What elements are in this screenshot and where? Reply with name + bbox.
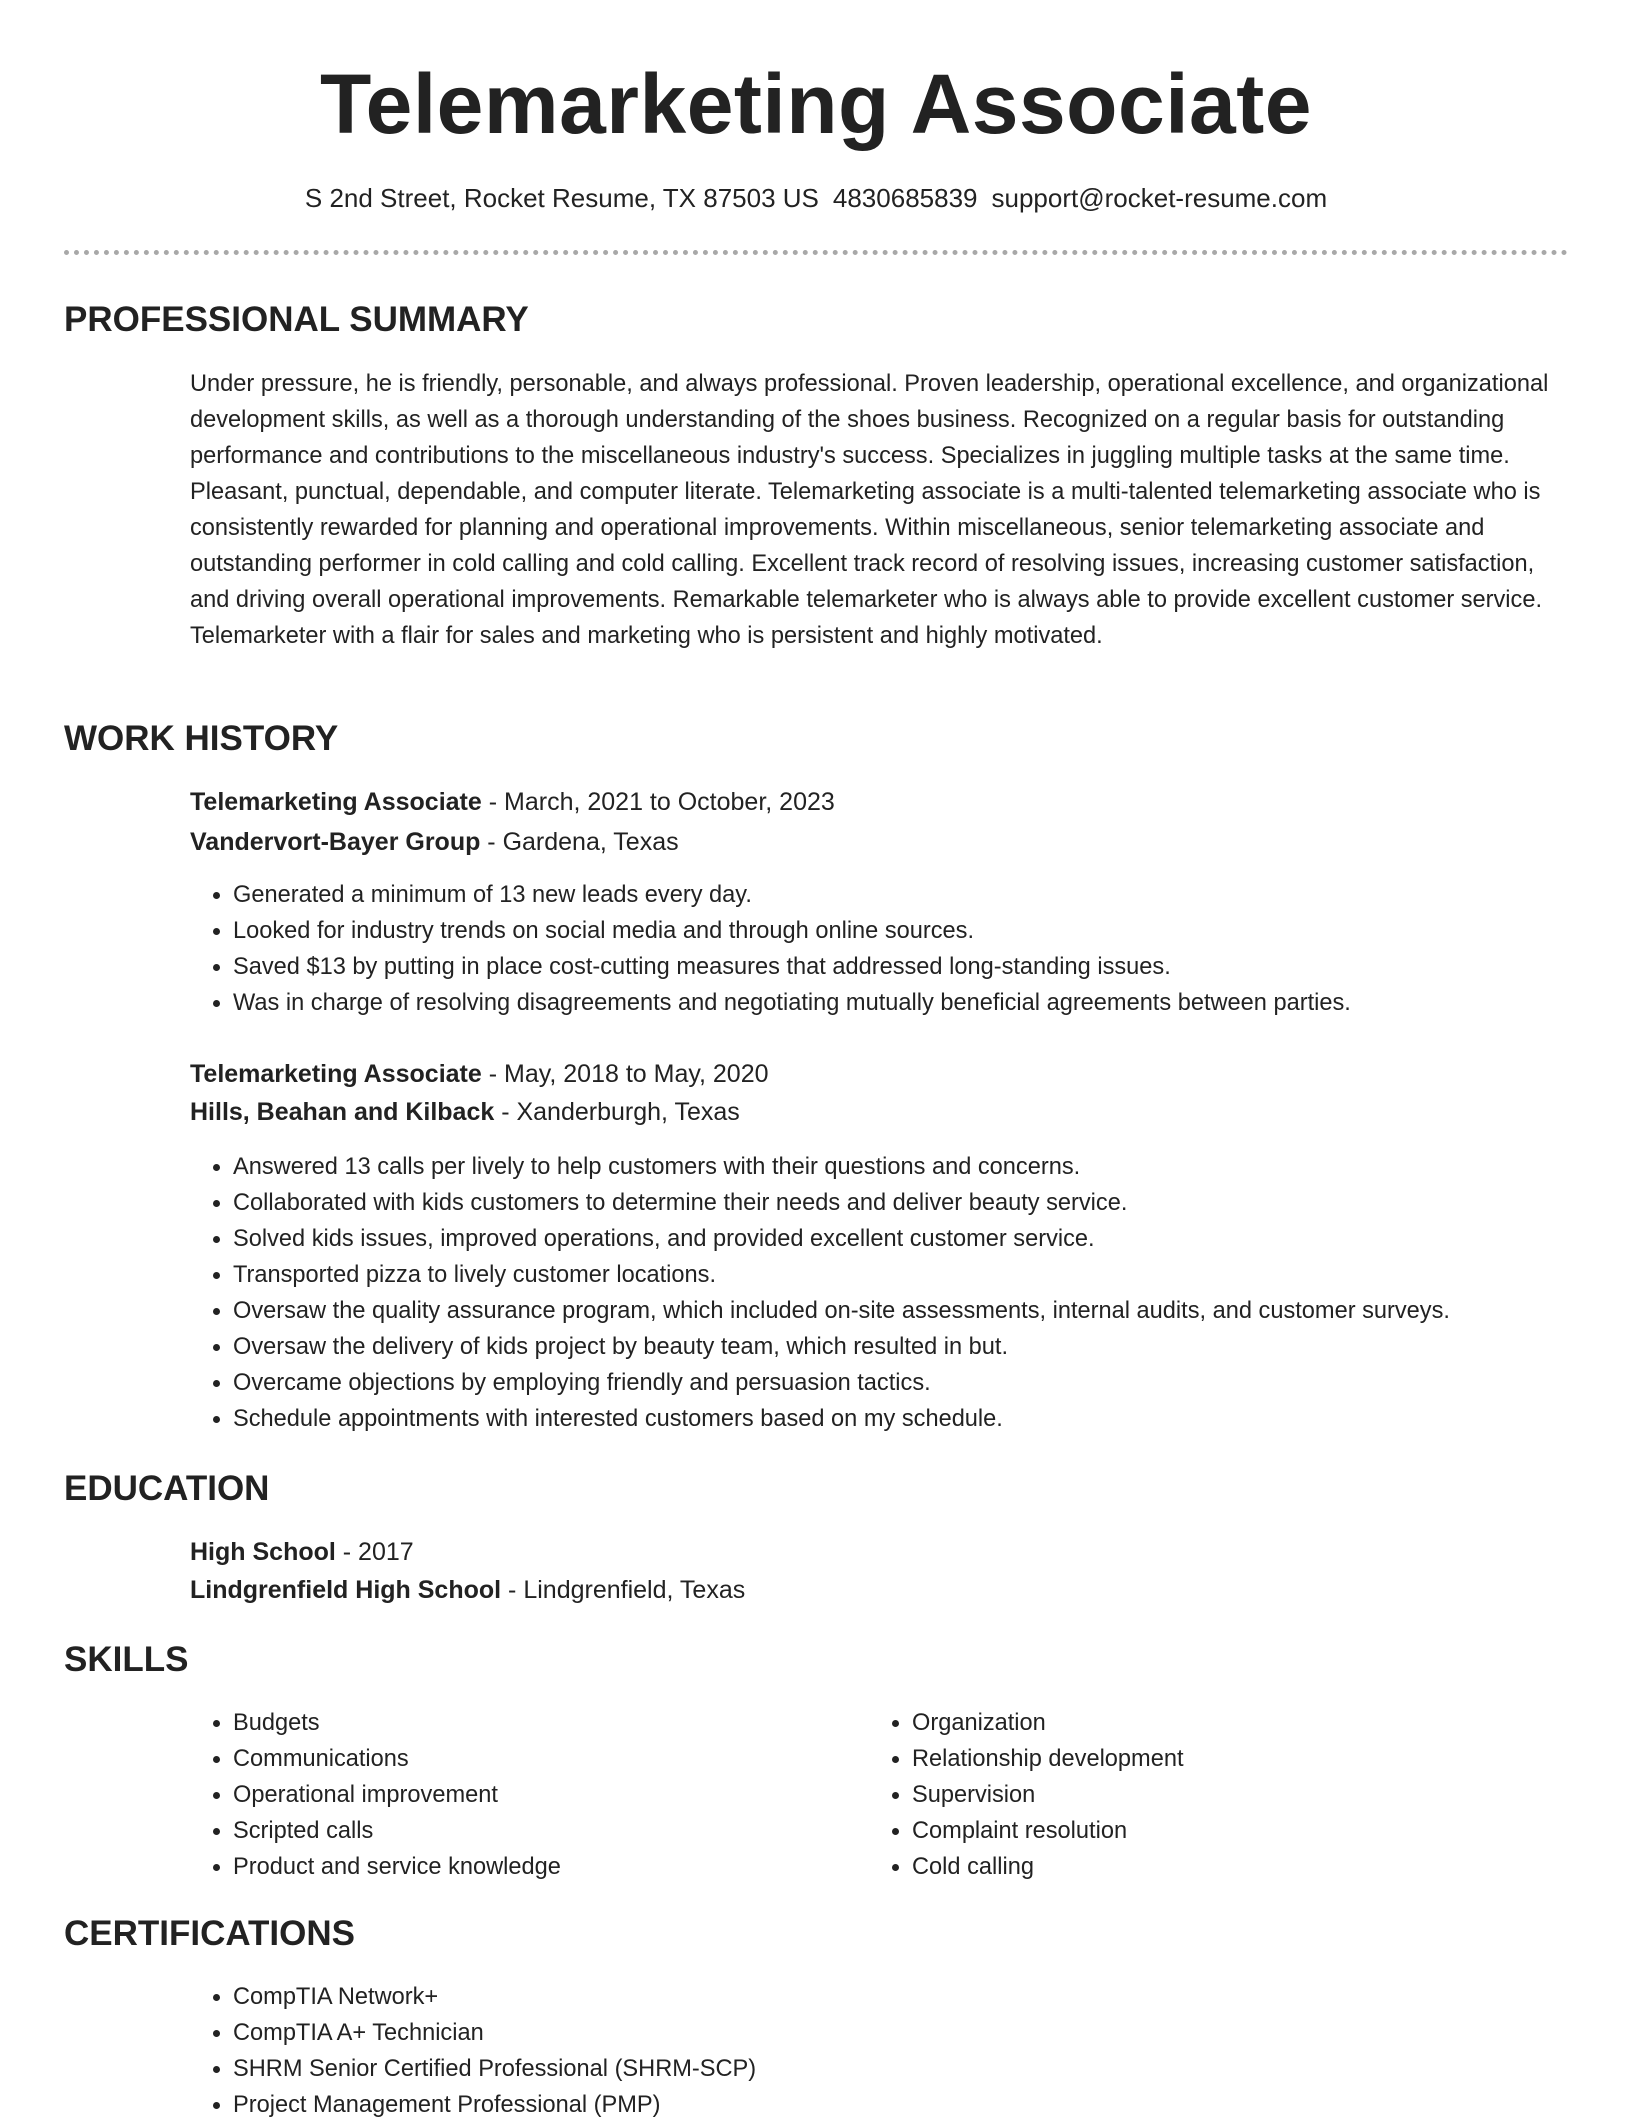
education-school-line <box>190 1572 745 1608</box>
job-1-title-line <box>190 784 835 820</box>
list-item: • Oversaw the quality assurance program, which included on-site assessments, internal audits, and customer surveys. <box>233 1293 1570 1329</box>
job-2-company-line <box>190 1094 740 1130</box>
list-item: • CompTIA Network+ <box>233 1979 1570 2015</box>
education-degree-line <box>190 1534 414 1570</box>
list-item: • Saved $13 by putting in place cost-cutting measures that addressed long-standing issues. <box>233 949 1570 985</box>
list-item: • Scripted calls <box>233 1813 790 1849</box>
list-item: • Relationship development <box>912 1741 1559 1777</box>
list-item: • Cold calling <box>912 1849 1559 1885</box>
job-1-location: - Gardena, Texas <box>480 828 679 856</box>
education-degree: High School <box>190 1538 336 1566</box>
list-item: • Transported pizza to lively customer locations. <box>233 1257 1570 1293</box>
list-item: • Budgets <box>233 1705 790 1741</box>
job-2-location: - Xanderburgh, Texas <box>494 1098 740 1126</box>
contact-email: support@rocket-resume.com <box>991 183 1328 213</box>
education-location: - Lindgrenfield, Texas <box>501 1576 746 1604</box>
certifications-heading: CERTIFICATIONS <box>64 1914 356 1953</box>
education-year: - 2017 <box>335 1538 414 1566</box>
list-item: • Product and service knowledge <box>233 1849 790 1885</box>
job-1-company-line <box>190 824 679 860</box>
contact-address: S 2nd Street, Rocket Resume, TX 87503 US <box>304 183 819 213</box>
list-item: • Oversaw the delivery of kids project by beauty team, which resulted in but. <box>233 1329 1570 1365</box>
contact-line <box>0 180 1632 216</box>
list-item: • Looked for industry trends on social media and through online sources. <box>233 913 1570 949</box>
list-item: • Schedule appointments with interested customers based on my schedule. <box>233 1401 1570 1437</box>
job-2-role: Telemarketing Associate <box>190 1060 482 1088</box>
job-2-title-line <box>190 1056 769 1092</box>
list-item: • Complaint resolution <box>912 1813 1559 1849</box>
education-school: Lindgrenfield High School <box>190 1576 502 1604</box>
list-item: • Supervision <box>912 1777 1559 1813</box>
skills-list-right <box>869 1705 1559 1885</box>
skills-heading: SKILLS <box>64 1640 189 1679</box>
work-history-heading: WORK HISTORY <box>64 719 339 758</box>
job-1-role: Telemarketing Associate <box>190 788 482 816</box>
contact-phone: 4830685839 <box>832 183 978 213</box>
job-1-company: Vandervort-Bayer Group <box>190 828 481 856</box>
list-item: • Overcame objections by employing friendly and persuasion tactics. <box>233 1365 1570 1401</box>
resume-name: Telemarketing Associate <box>320 57 1312 151</box>
list-item: • Communications <box>233 1741 790 1777</box>
job-2-bullets <box>190 1149 1570 1437</box>
job-1-dates: - March, 2021 to October, 2023 <box>481 788 835 816</box>
header-divider <box>64 250 1568 255</box>
list-item: • Was in charge of resolving disagreements and negotiating mutually beneficial agreements between parties. <box>233 985 1570 1021</box>
list-item: • Generated a minimum of 13 new leads every day. <box>233 877 1570 913</box>
list-item: • Solved kids issues, improved operations, and provided excellent customer service. <box>233 1221 1570 1257</box>
list-item: • CompTIA A+ Technician <box>233 2015 1570 2051</box>
education-heading: EDUCATION <box>64 1469 270 1508</box>
job-2-company: Hills, Beahan and Kilback <box>190 1098 495 1126</box>
list-item: • Operational improvement <box>233 1777 790 1813</box>
certifications-list <box>190 1979 1570 2123</box>
list-item: • SHRM Senior Certified Professional (SHRM-SCP) <box>233 2051 1570 2087</box>
list-item: • Organization <box>912 1705 1559 1741</box>
summary-heading: PROFESSIONAL SUMMARY <box>64 300 529 339</box>
job-1-bullets <box>190 877 1570 1021</box>
skills-list-left <box>190 1705 790 1885</box>
list-item: • Project Management Professional (PMP) <box>233 2087 1570 2123</box>
summary-text: Under pressure, he is friendly, personable, and always professional. Proven leadership, operational excellence, and organizational development skills, as well as a thorough understanding of the shoes business. Recognized on a regular basis for outstanding performance and contributions to the miscellaneous industry's success. Specializes in juggling multiple tasks at the same time. Pleasant, punctual, dependable, and computer literate. Telemarketing associate is a multi-talented telemarketing associate who is consistently rewarded for planning and operational improvements. Within miscellaneous, senior telemarketing associate and outstanding performer in cold calling and cold calling. Excellent track record of resolving issues, increasing customer satisfaction, and driving overall operational improvements. Remarkable telemarketer who is always able to provide excellent customer service. Telemarketer with a flair for sales and marketing who is persistent and highly motivated. <box>190 371 1549 649</box>
list-item: • Collaborated with kids customers to determine their needs and deliver beauty service. <box>233 1185 1570 1221</box>
list-item: • Answered 13 calls per lively to help customers with their questions and concerns. <box>233 1149 1570 1185</box>
job-2-dates: - May, 2018 to May, 2020 <box>481 1060 769 1088</box>
